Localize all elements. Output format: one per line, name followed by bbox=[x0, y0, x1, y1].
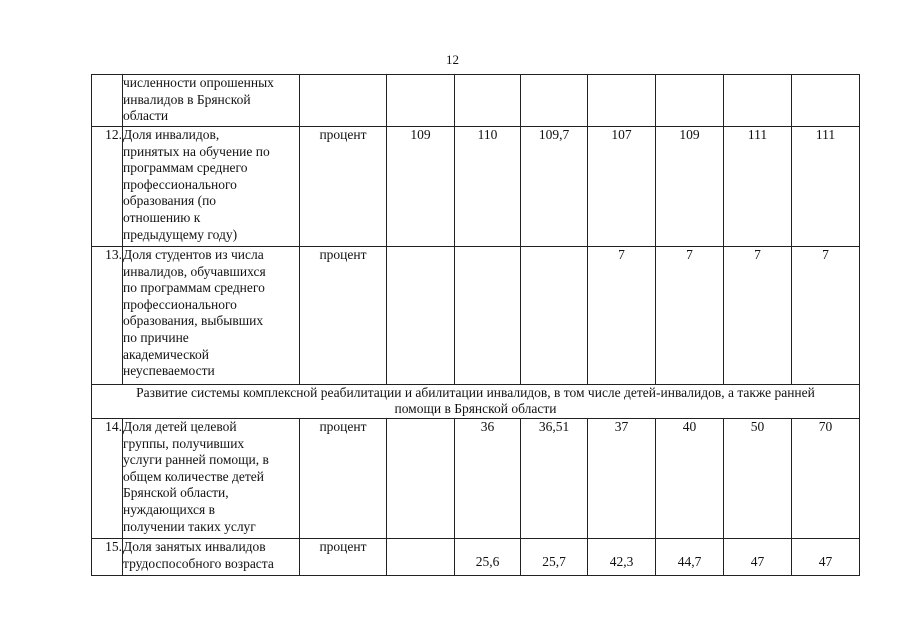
indicator-name-line: нуждающихся в bbox=[123, 501, 216, 517]
value-cell bbox=[521, 75, 588, 127]
indicator-name-line: Брянской области, bbox=[123, 485, 229, 501]
indicator-name-line: численности опрошенных bbox=[123, 75, 274, 90]
value-cell: 25,6 bbox=[455, 539, 521, 576]
indicator-name-line: трудоспособного возраста bbox=[123, 555, 274, 571]
indicator-name-line: инвалидов, обучавшихся bbox=[123, 263, 266, 279]
unit-cell: процент bbox=[300, 247, 387, 385]
row-number: 15. bbox=[92, 539, 123, 576]
indicator-name-line: Доля студентов из числа bbox=[123, 247, 264, 262]
value-cell: 109 bbox=[656, 127, 724, 247]
indicators-table bbox=[91, 74, 860, 576]
value-cell: 111 bbox=[724, 127, 792, 247]
indicator-name-line: Доля занятых инвалидов bbox=[123, 539, 266, 554]
value-cell bbox=[724, 75, 792, 127]
value-cell: 47 bbox=[792, 539, 860, 576]
unit-cell: процент bbox=[300, 127, 387, 247]
indicator-name-line: отношению к bbox=[123, 209, 201, 225]
indicator-name-line: неуспеваемости bbox=[123, 363, 215, 379]
unit-cell: процент bbox=[300, 539, 387, 576]
value-cell bbox=[455, 247, 521, 385]
value-cell: 7 bbox=[656, 247, 724, 385]
indicator-name bbox=[123, 75, 300, 127]
value-cell bbox=[387, 247, 455, 385]
indicator-name-line: предыдущему году) bbox=[123, 226, 238, 242]
indicator-name-line: по причине bbox=[123, 329, 189, 345]
indicator-name-line: академической bbox=[123, 346, 209, 362]
page-number: 12 bbox=[446, 52, 459, 67]
value-cell: 7 bbox=[588, 247, 656, 385]
value-cell bbox=[656, 75, 724, 127]
unit-cell bbox=[300, 75, 387, 127]
table-row bbox=[92, 539, 860, 576]
value-cell: 25,7 bbox=[521, 539, 588, 576]
value-cell bbox=[387, 419, 455, 539]
row-number bbox=[92, 75, 123, 127]
value-cell: 7 bbox=[724, 247, 792, 385]
value-cell: 111 bbox=[792, 127, 860, 247]
value-cell: 109 bbox=[387, 127, 455, 247]
value-cell bbox=[455, 75, 521, 127]
indicator-name-line: принятых на обучение по bbox=[123, 143, 270, 159]
table-row bbox=[92, 75, 860, 127]
indicator-name-line: группы, получивших bbox=[123, 435, 245, 451]
value-cell: 110 bbox=[455, 127, 521, 247]
value-cell: 109,7 bbox=[521, 127, 588, 247]
indicator-name-line: инвалидов в Брянской bbox=[123, 91, 251, 107]
indicator-name bbox=[123, 539, 300, 576]
row-number: 14. bbox=[92, 419, 123, 539]
indicator-name-line: Доля детей целевой bbox=[123, 419, 237, 434]
unit-cell: процент bbox=[300, 419, 387, 539]
indicator-name-line: Доля инвалидов, bbox=[123, 127, 220, 142]
indicator-name-line: образования, выбывших bbox=[123, 313, 264, 329]
section-header-line: помощи в Брянской области bbox=[394, 401, 557, 416]
indicator-name-line: программам среднего bbox=[123, 160, 248, 176]
value-cell bbox=[792, 75, 860, 127]
indicator-name-line: области bbox=[123, 108, 169, 124]
indicator-name-line: профессионального bbox=[123, 296, 237, 312]
indicator-name bbox=[123, 419, 300, 539]
value-cell bbox=[521, 247, 588, 385]
value-cell: 37 bbox=[588, 419, 656, 539]
value-cell: 47 bbox=[724, 539, 792, 576]
indicator-name-line: услуги ранней помощи, в bbox=[123, 452, 269, 468]
value-cell bbox=[588, 75, 656, 127]
value-cell: 70 bbox=[792, 419, 860, 539]
value-cell: 107 bbox=[588, 127, 656, 247]
indicator-name-line: образования (по bbox=[123, 193, 217, 209]
value-cell bbox=[387, 539, 455, 576]
section-header bbox=[92, 385, 860, 419]
indicator-name-line: по программам среднего bbox=[123, 280, 265, 296]
indicator-name-line: профессионального bbox=[123, 176, 237, 192]
value-cell: 7 bbox=[792, 247, 860, 385]
value-cell: 50 bbox=[724, 419, 792, 539]
value-cell: 36,51 bbox=[521, 419, 588, 539]
value-cell bbox=[387, 75, 455, 127]
row-number: 12. bbox=[92, 127, 123, 247]
indicator-name-line: общем количестве детей bbox=[123, 468, 264, 484]
indicator-name bbox=[123, 247, 300, 385]
table-row bbox=[92, 247, 860, 385]
section-header-row bbox=[92, 385, 860, 419]
table-row bbox=[92, 419, 860, 539]
value-cell: 40 bbox=[656, 419, 724, 539]
indicator-name-line: получении таких услуг bbox=[123, 518, 256, 534]
table-row bbox=[92, 127, 860, 247]
value-cell: 42,3 bbox=[588, 539, 656, 576]
row-number: 13. bbox=[92, 247, 123, 385]
value-cell: 44,7 bbox=[656, 539, 724, 576]
value-cell: 36 bbox=[455, 419, 521, 539]
section-header-line: Развитие системы комплексной реабилитации и абилитации инвалидов, в том числе детей-инвалидов, а также ранней bbox=[136, 385, 815, 400]
indicator-name bbox=[123, 127, 300, 247]
